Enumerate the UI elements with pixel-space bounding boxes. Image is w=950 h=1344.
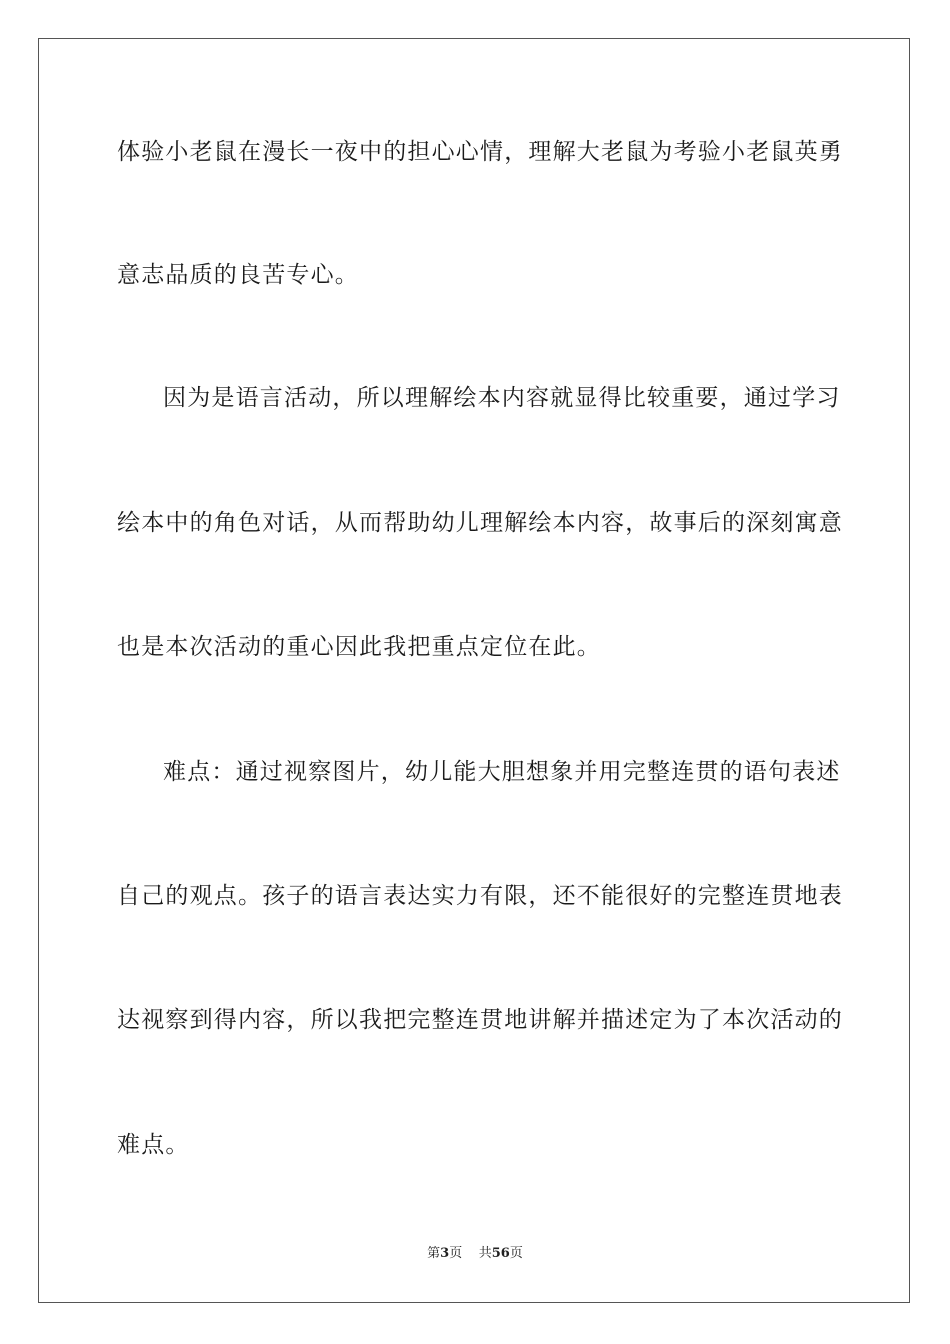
body-line-4: 绘本中的角色对话，从而帮助幼儿理解绘本内容，故事后的深刻寓意 [117,510,843,536]
body-line-2: 意志品质的良苦专心。 [117,262,359,288]
page-prefix: 第 [427,1246,441,1261]
page-border [38,38,910,1303]
body-line-3: 因为是语言活动，所以理解绘本内容就显得比较重要，通过学习 [163,385,841,411]
total-pages: 56 [491,1246,510,1261]
total-suffix: 页 [509,1246,523,1261]
body-line-6: 难点：通过视察图片，幼儿能大胆想象并用完整连贯的语句表述 [163,759,841,785]
body-line-9: 难点。 [117,1132,190,1158]
body-line-5: 也是本次活动的重心因此我把重点定位在此。 [117,634,601,660]
body-line-8: 达视察到得内容，所以我把完整连贯地讲解并描述定为了本次活动的 [117,1007,843,1033]
page-footer [0,1246,950,1262]
total-prefix: 共 [478,1246,492,1261]
page-number: 3 [440,1246,450,1261]
page-suffix: 页 [449,1246,463,1261]
body-line-1: 体验小老鼠在漫长一夜中的担心心情，理解大老鼠为考验小老鼠英勇 [117,139,843,165]
body-line-7: 自己的观点。孩子的语言表达实力有限，还不能很好的完整连贯地表 [117,883,843,909]
